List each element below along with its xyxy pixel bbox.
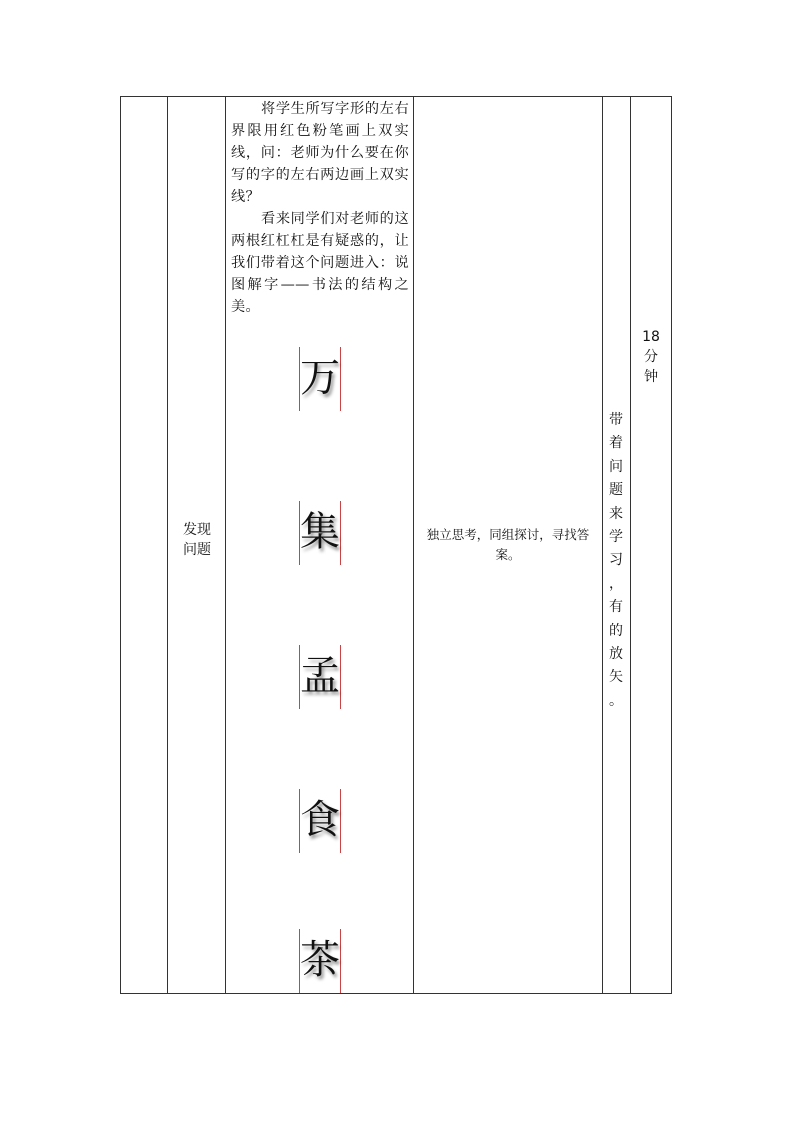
stage-label-line: 问题 <box>183 542 211 558</box>
stage-cell <box>169 520 225 560</box>
teacher-instruction-paragraph: 看来同学们对老师的这两根红杠杠是有疑惑的，让我们带着这个问题进入：说图解字——书法的结构之美。 <box>231 211 409 315</box>
example-character-box <box>299 347 341 411</box>
example-character: 茶 <box>300 937 340 983</box>
stage-label-line: 发现 <box>183 522 211 538</box>
intent-char: 着 <box>609 435 623 452</box>
intent-char: 矢 <box>609 669 623 686</box>
intent-char: 问 <box>609 458 623 475</box>
column-divider <box>167 97 168 993</box>
intent-char: 放 <box>609 646 623 663</box>
example-character-box <box>299 645 341 709</box>
column-divider <box>413 97 414 993</box>
time-unit-char: 钟 <box>644 369 658 385</box>
student-activity-cell: 独立思考，同组探讨，寻找答案。 <box>426 527 590 562</box>
example-character-box <box>299 929 341 993</box>
design-intent-cell <box>603 409 629 713</box>
example-character: 食 <box>300 797 340 843</box>
example-character: 孟 <box>300 653 340 699</box>
intent-char: 。 <box>609 692 623 709</box>
lesson-plan-table <box>120 96 672 994</box>
intent-char: 习 <box>609 552 623 569</box>
time-value: 18 <box>642 329 660 345</box>
time-unit-char: 分 <box>644 349 658 365</box>
column-divider <box>630 97 631 993</box>
intent-char: 题 <box>609 482 623 499</box>
teacher-instruction-paragraph: 将学生所写字形的左右界限用红色粉笔画上双实线，问：老师为什么要在你写的字的左右两边画上双实线？ <box>231 101 409 205</box>
intent-char: 来 <box>609 505 623 522</box>
intent-char: ， <box>609 575 623 592</box>
teaching-process-cell <box>227 97 413 318</box>
column-divider <box>225 97 226 993</box>
intent-char: 有 <box>609 599 623 616</box>
time-cell <box>631 327 671 387</box>
example-character-box <box>299 501 341 565</box>
example-character: 万 <box>300 355 340 401</box>
intent-char: 带 <box>609 412 623 428</box>
example-character-box <box>299 789 341 853</box>
intent-char: 的 <box>609 622 623 639</box>
example-character: 集 <box>300 509 340 555</box>
intent-char: 学 <box>609 529 623 546</box>
